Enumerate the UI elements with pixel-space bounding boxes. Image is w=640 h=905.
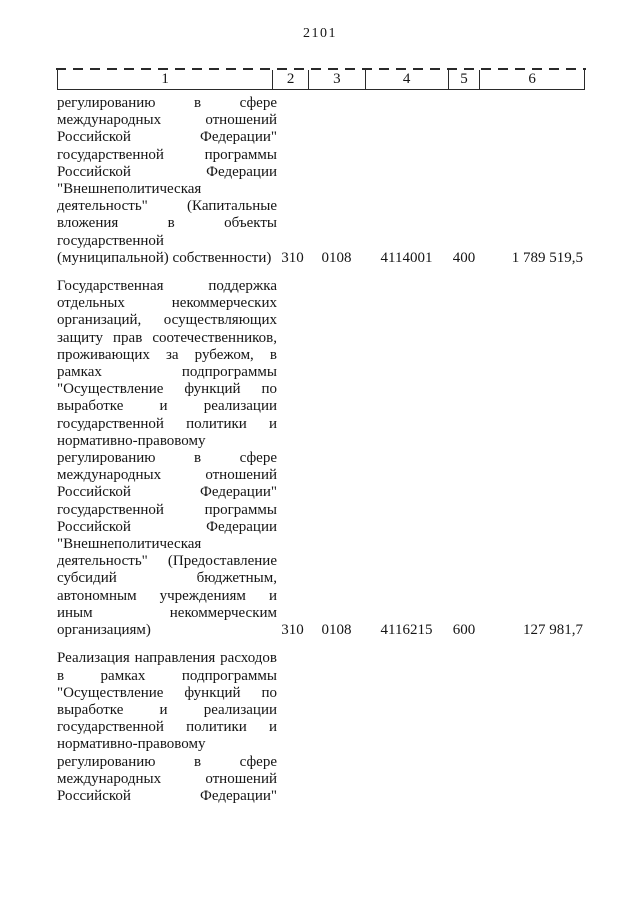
col3-code-cell: 0108 [321,249,352,266]
budget-table [57,70,585,805]
table-row [57,95,585,267]
table-header-row [57,70,585,90]
col5-code-cell: 600 [452,622,476,639]
col3-code-cell: 0108 [321,622,352,639]
col4-code-cell: 4116215 [380,622,433,639]
column-header-6: 6 [479,70,584,89]
col2-code-cell: 310 [281,249,304,266]
column-header-1: 1 [161,71,169,87]
table-row [57,650,585,805]
col4-code-cell: 4114001 [380,249,433,266]
expense-name-cell: Реализация направления расходов в рамках подпрограммы "Осуществление функций по выработке и реализации государственной политики и нормативно‑правовому регулированию в сфере международных отношений Российской Федерации" [57,650,277,804]
col6-amount-cell: 127 981,7 [523,622,583,639]
expense-name-cell: регулированию в сфере международных отношений Российской Федерации" государственной программы Российской Федерации "Внешнеполитическая деятельность" (Капитальные вложения в объекты государственной (муниципальной) собственности) [57,95,277,266]
column-header-3: 3 [308,70,365,89]
col5-code-cell: 400 [452,249,476,266]
page-number: 2101 [303,26,337,41]
col6-amount-cell: 1 789 519,5 [511,249,583,266]
expense-name-cell: Государственная поддержка отдельных некоммерческих организаций, осуществляющих защиту прав соотечественников, проживающих за рубежом, в рамках подпрограммы "Осуществление функций по выработке и реализации государственной политики и нормативно‑правовому регулированию в сфере международных отношений Российской Федерации" государственной программы Российской Федерации "Внешнеполитическая деятельность" (Предоставление субсидий бюджетным, автономным учреждениям и иным некоммерческим организациям) [57,278,277,639]
column-header-2: 2 [272,70,308,89]
table-row [57,278,585,639]
col2-code-cell: 310 [281,622,304,639]
column-header-5: 5 [448,70,480,89]
column-header-4: 4 [365,70,448,89]
